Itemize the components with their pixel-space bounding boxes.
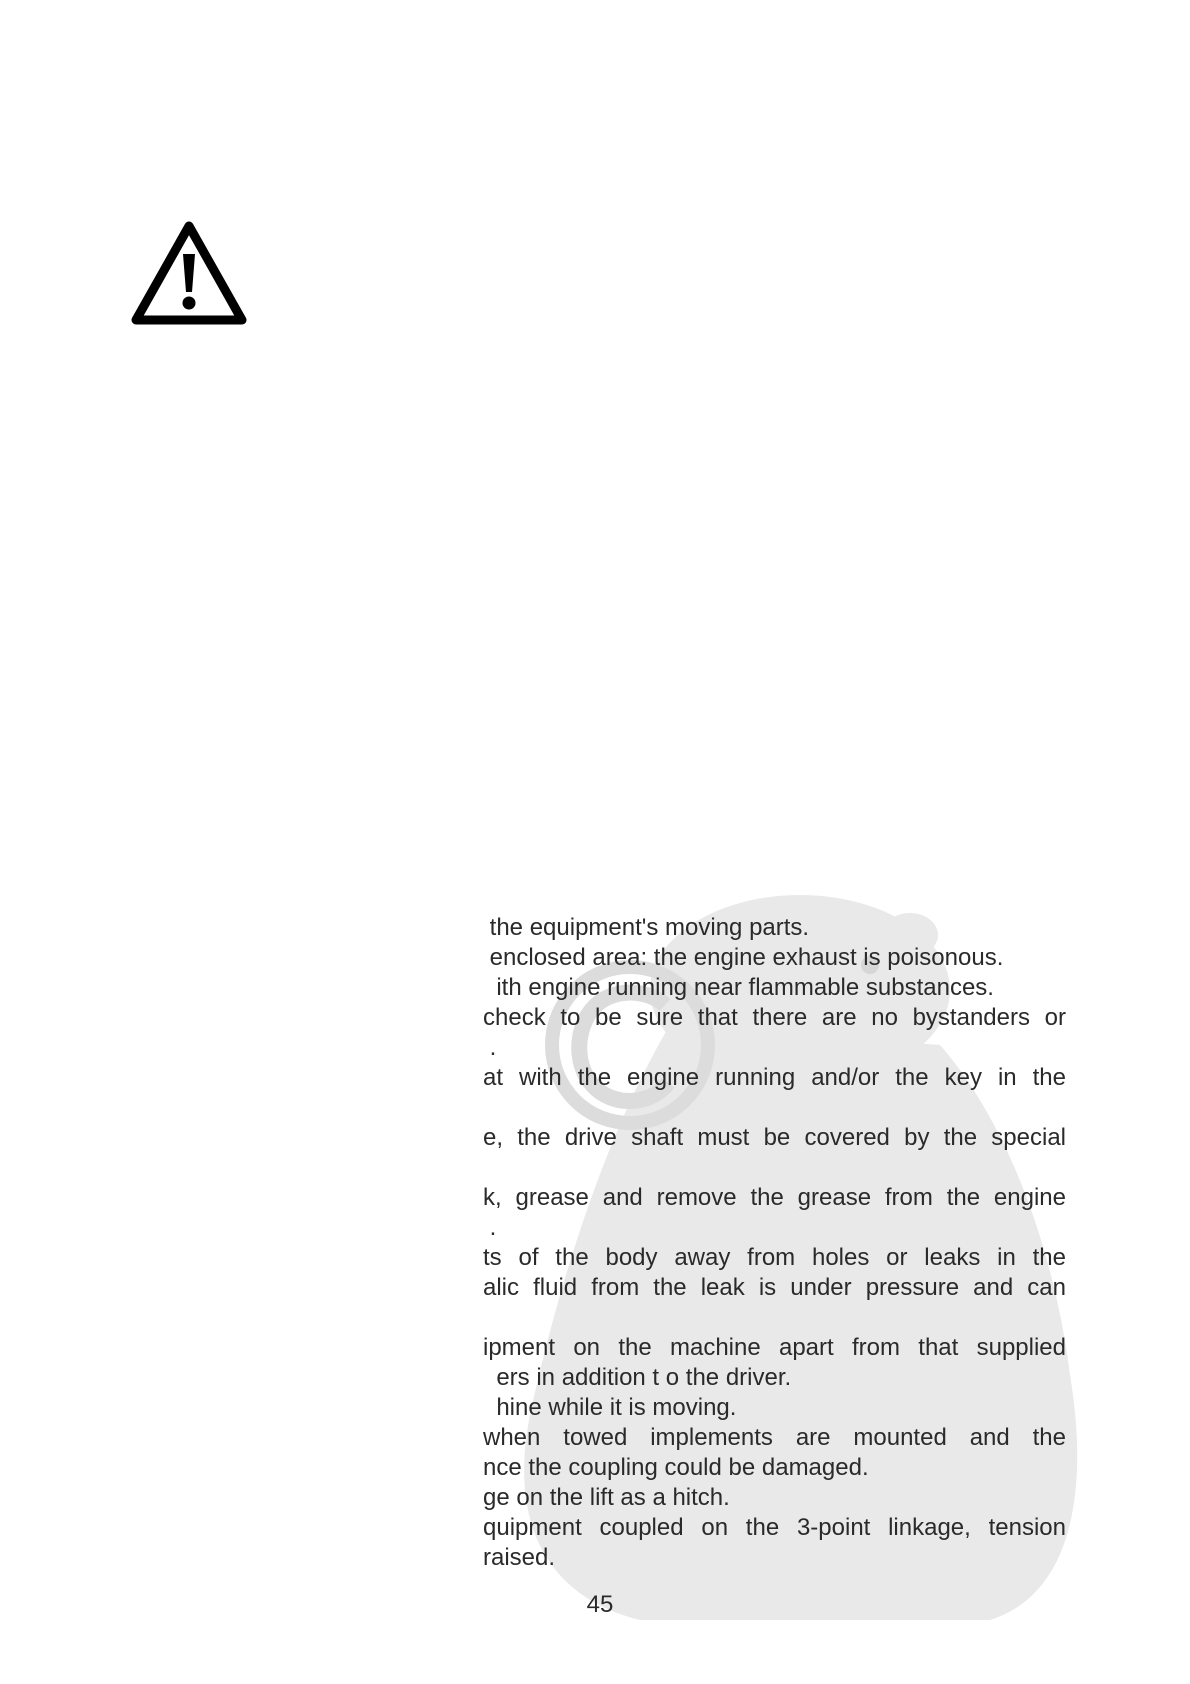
text-line: . [483, 1214, 497, 1241]
text-line: enclosed area: the engine exhaust is poisonous. [483, 944, 1004, 971]
text-line: ith engine running near flammable substances. [483, 974, 994, 1001]
text-line: raised. [483, 1544, 556, 1571]
text-line: . [483, 1034, 497, 1061]
text-line: when towed implements are mounted and the [483, 1424, 1066, 1451]
text-line: k, grease and remove the grease from the engine [483, 1184, 1066, 1211]
text-line [483, 1303, 1066, 1333]
text-line: quipment coupled on the 3-point linkage, tension [483, 1514, 1066, 1541]
text-line [483, 1153, 1066, 1183]
text-line: at with the engine running and/or the key in the [483, 1064, 1066, 1091]
text-line: nce the coupling could be damaged. [483, 1454, 869, 1481]
text-line: ers in addition t o the driver. [483, 1364, 792, 1391]
text-line [483, 1093, 1066, 1123]
text-line: e, the drive shaft must be covered by the special [483, 1124, 1066, 1151]
page-number: 45 [586, 1591, 614, 1618]
text-line: ipment on the machine apart from that supplied [483, 1334, 1066, 1361]
text-line: ts of the body away from holes or leaks in the [483, 1244, 1066, 1271]
text-line: alic fluid from the leak is under pressure and can [483, 1274, 1066, 1301]
text-line: the equipment's moving parts. [483, 914, 810, 941]
text-line: ge on the lift as a hitch. [483, 1484, 730, 1511]
text-line: hine while it is moving. [483, 1394, 737, 1421]
warning-triangle-icon [128, 218, 250, 328]
text-line: check to be sure that there are no bystanders or [483, 1004, 1066, 1031]
safety-instructions-text [483, 913, 1066, 1573]
